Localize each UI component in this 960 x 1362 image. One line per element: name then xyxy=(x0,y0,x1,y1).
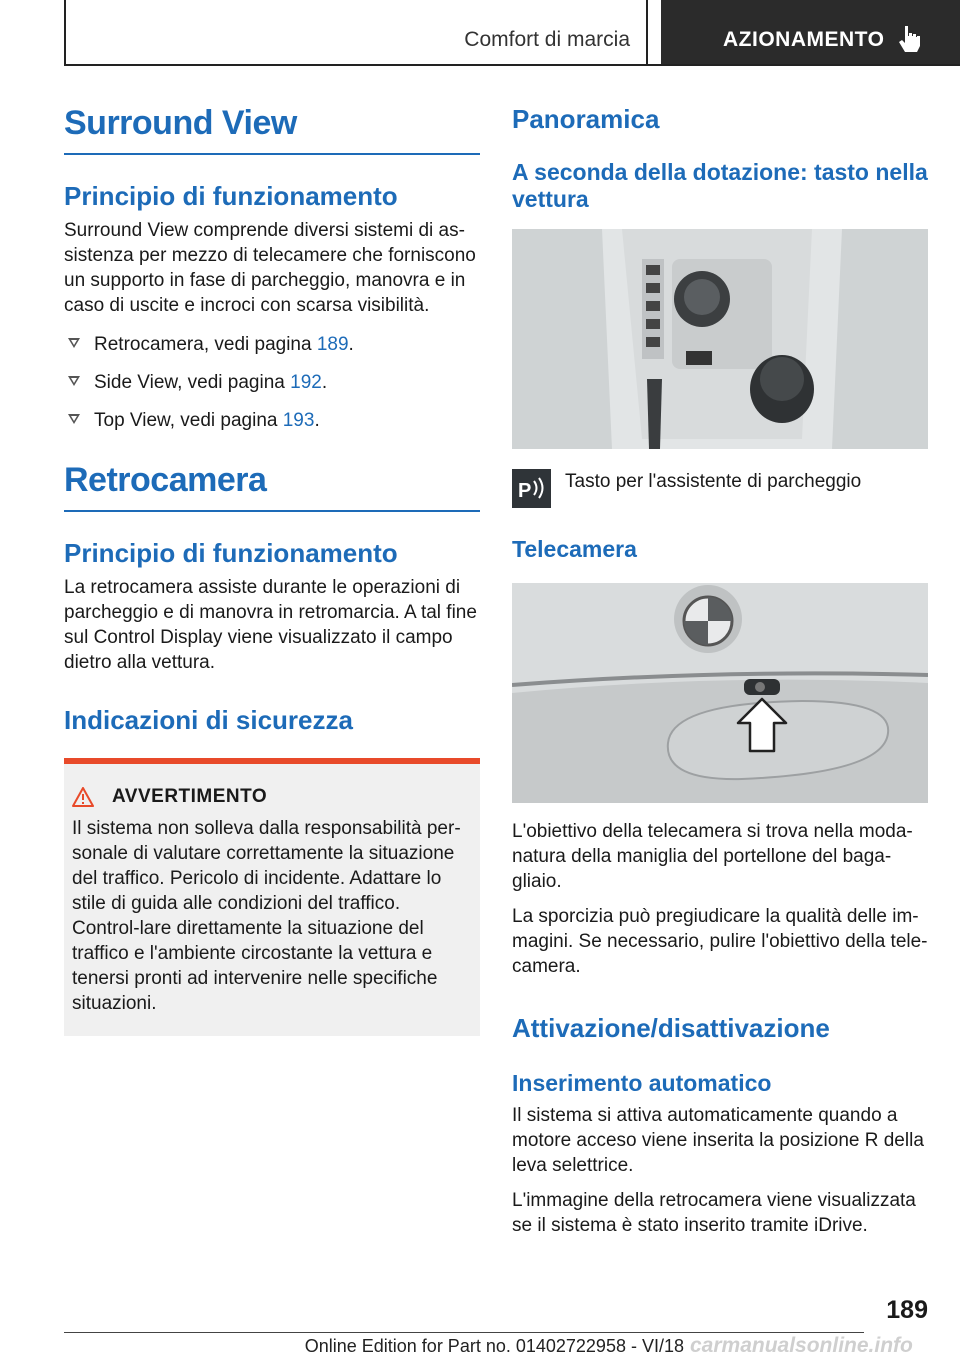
title-rule xyxy=(64,510,480,512)
heading-camera: Telecamera xyxy=(512,536,637,562)
warning-title: AVVERTIMENTO xyxy=(112,786,268,807)
page-number: 189 xyxy=(886,1296,928,1324)
reference-list xyxy=(64,332,480,433)
paragraph-camera-1: L'obiettivo della telecamera si trova nella moda-natura della maniglia del portellone del baga-gliaio. xyxy=(512,821,913,892)
paragraph-auto-2: L'immagine della retrocamera viene visualizzata se il sistema è stato inserito tramite iDrive. xyxy=(512,1190,916,1236)
heading-button-equipment: A seconda della dotazione: tasto nella vettura xyxy=(512,159,928,212)
svg-text:P: P xyxy=(518,480,532,502)
caption-button-text: Tasto per l'assistente di parcheggio xyxy=(565,471,862,492)
warning-text: Il sistema non solleva dalla responsabilità per-sonale di valutare correttamente la situazione del traffico. Pericolo di incidente. Adattare lo stile di guida alle condizioni del traffico. Control-lare direttamente la situazione del traffico e l'ambiente circostante la vettura e tenersi pronti ad intervenire nelle specifiche situazioni. xyxy=(72,818,461,1014)
warning-box xyxy=(64,758,480,1036)
page-link[interactable]: 189 xyxy=(316,334,349,355)
heading-auto: Inserimento automatico xyxy=(512,1070,772,1096)
title-retrocamera: Retrocamera xyxy=(64,461,267,499)
triangle-bullet-icon xyxy=(68,414,80,424)
page-link[interactable]: 193 xyxy=(282,410,315,431)
tailgate-illustration xyxy=(512,583,928,803)
header-section-title: Comfort di marcia xyxy=(464,28,630,51)
heading-principle-1: Principio di funzionamento xyxy=(64,181,398,211)
paragraph-auto-1: Il sistema si attiva automaticamente quando a motore acceso viene inserita la posizione R della leva selettrice. xyxy=(512,1105,924,1176)
heading-safety: Indicazioni di sicurezza xyxy=(64,705,353,735)
header-chapter-label: AZIONAMENTO xyxy=(723,28,885,51)
title-rule xyxy=(64,153,480,155)
caption-button xyxy=(512,469,928,508)
heading-principle-2: Principio di funzionamento xyxy=(64,538,398,568)
list-item: Side View, vedi pagina 192. xyxy=(64,370,480,395)
park-assist-icon xyxy=(512,469,551,508)
header-rule xyxy=(64,64,960,66)
paragraph-principle-1: Surround View comprende diversi sistemi di as-sistenza per mezzo di telecamere che forniscono un supporto in fase di parcheggio, manovra e in caso di uscite e incroci con scarsa visibilità. xyxy=(64,220,476,316)
warning-header xyxy=(72,786,472,808)
warning-triangle-icon xyxy=(72,787,94,807)
left-column xyxy=(64,96,480,1036)
footer-edition: Online Edition for Part no. 01402722958 - VI/18 xyxy=(304,1336,684,1356)
photo-camera xyxy=(512,583,928,803)
paragraph-principle-2: La retrocamera assiste durante le operazioni di parcheggio e di manovra in retromarcia. A tal fine sul Control Display viene visualizzato il campo dietro alla vettura. xyxy=(64,577,477,673)
heading-overview: Panoramica xyxy=(512,104,660,134)
hand-pointer-icon xyxy=(897,24,923,54)
list-item: Retrocamera, vedi pagina 189. xyxy=(64,332,480,357)
footer-watermark: carmanualsonline.info xyxy=(690,1334,913,1357)
paragraph-camera-2: La sporcizia può pregiudicare la qualità delle im-magini. Se necessario, pulire l'obiettivo della tele-camera. xyxy=(512,906,928,977)
list-item: Top View, vedi pagina 193. xyxy=(64,408,480,433)
triangle-bullet-icon xyxy=(68,376,80,386)
footer-rule xyxy=(64,1332,864,1333)
title-surround-view: Surround View xyxy=(64,104,297,142)
photo-console xyxy=(512,229,928,449)
right-column xyxy=(512,96,928,1238)
console-illustration xyxy=(512,229,928,449)
triangle-bullet-icon xyxy=(68,338,80,348)
page-link[interactable]: 192 xyxy=(290,372,322,393)
heading-activation: Attivazione/disattivazione xyxy=(512,1013,830,1043)
